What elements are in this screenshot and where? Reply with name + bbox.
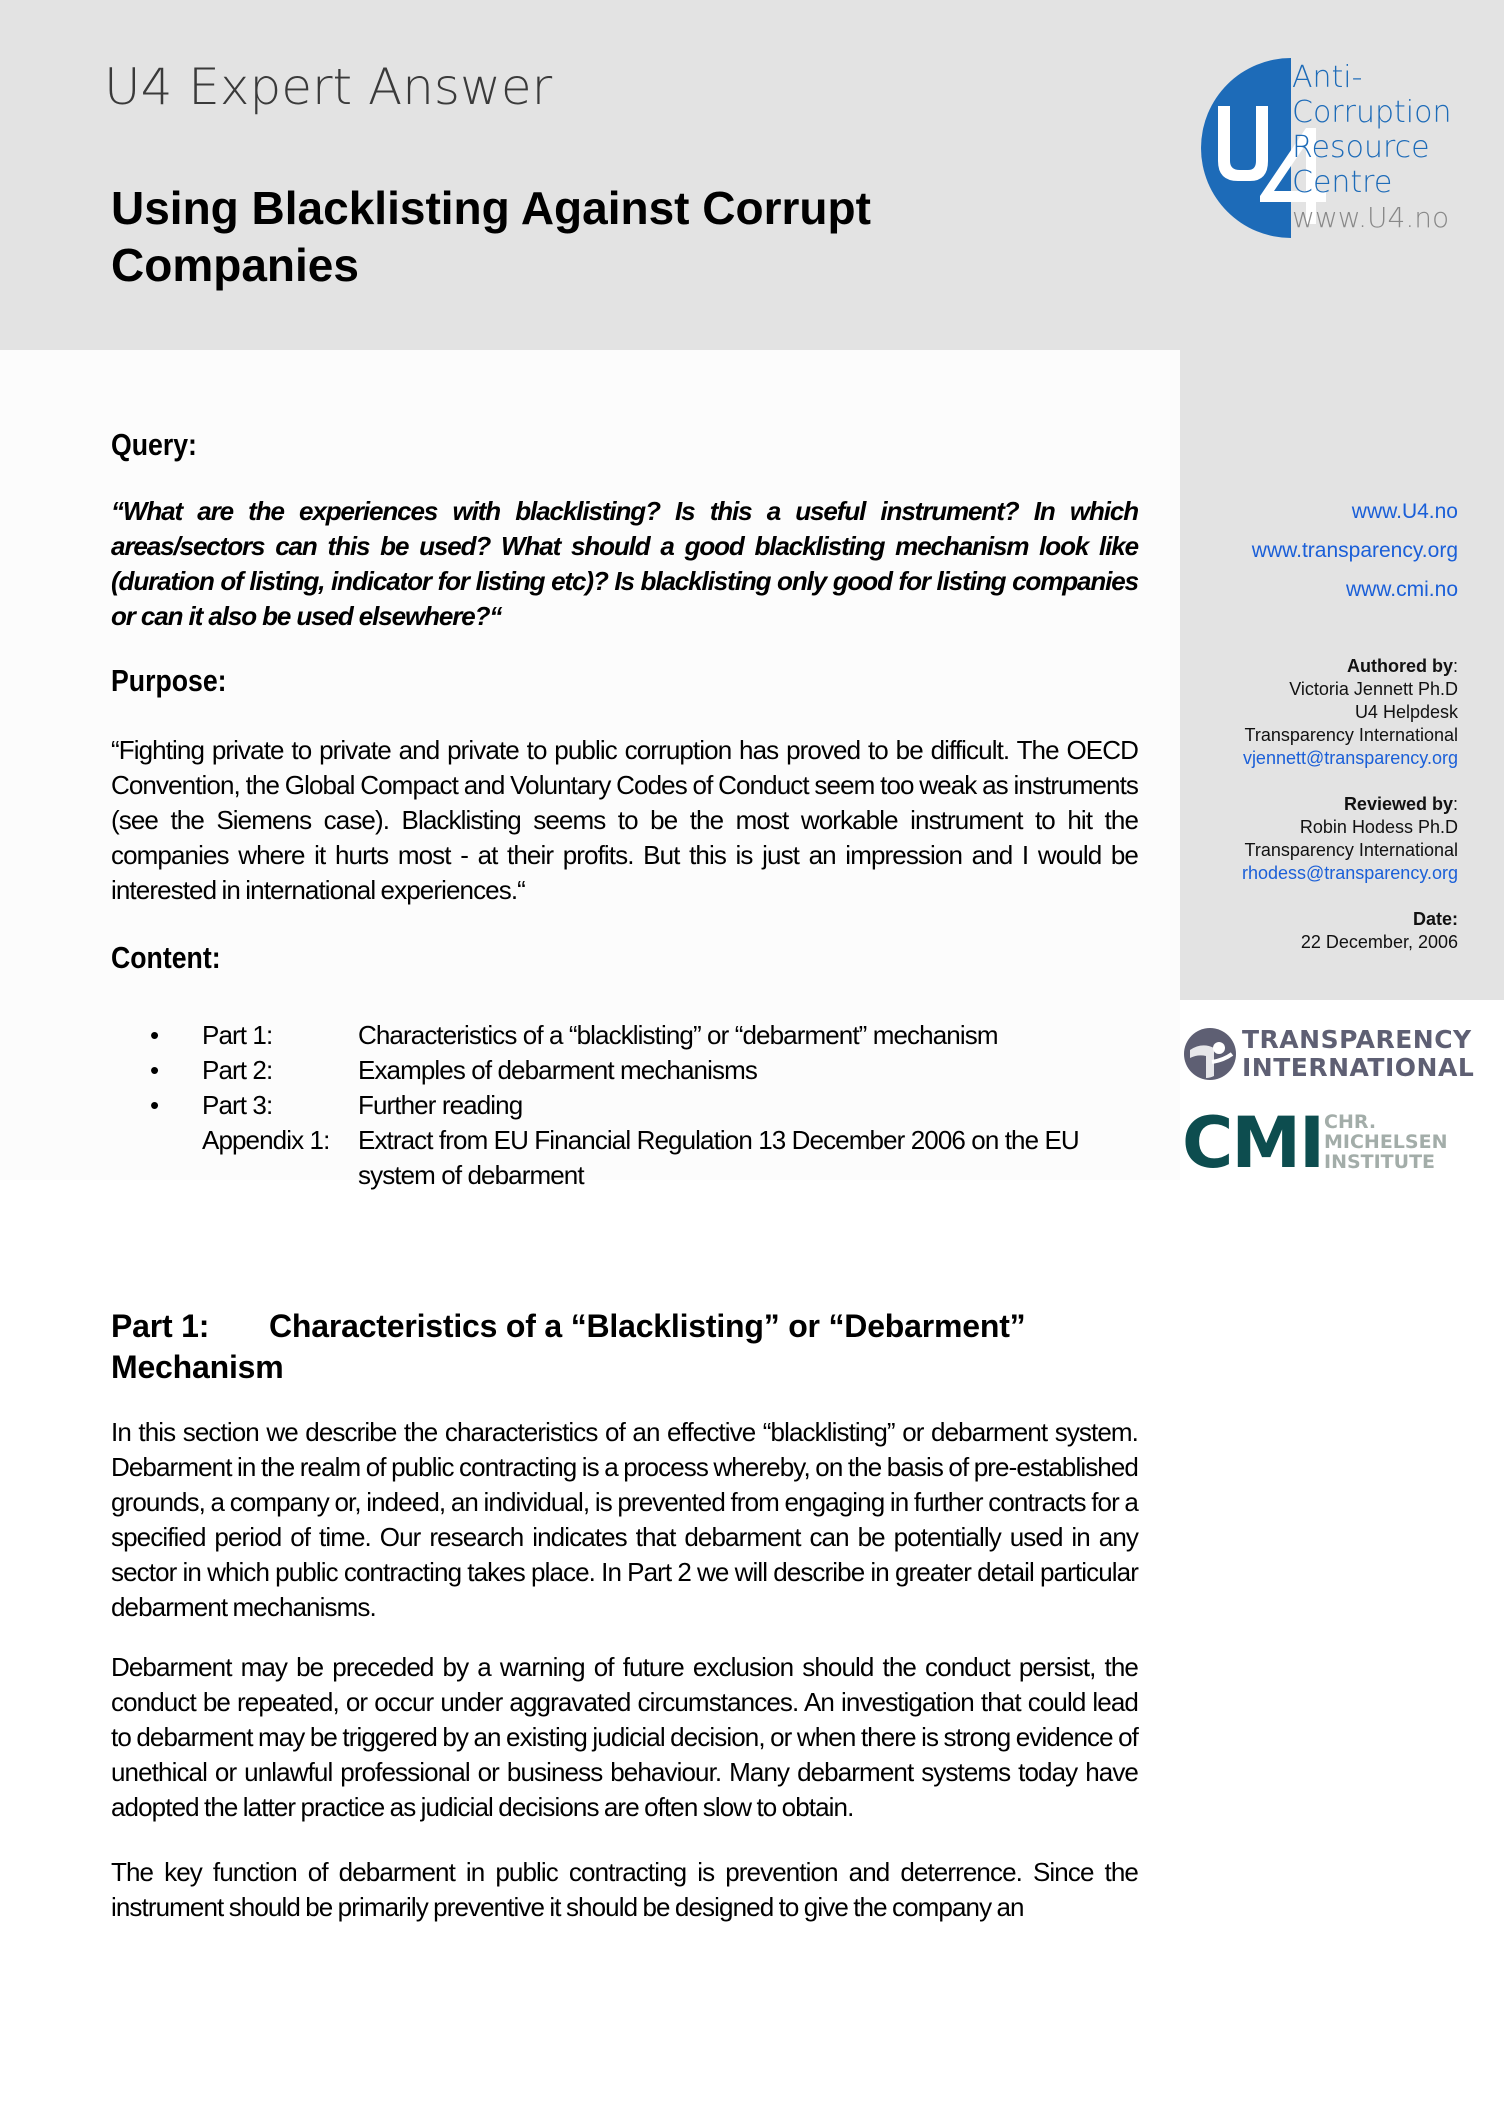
toc-text: Characteristics of a “blacklisting” or “debarment” mechanism	[358, 1020, 998, 1050]
toc-text: Extract from EU Financial Regulation 13 December 2006 on the EU system of debarment	[358, 1125, 1079, 1190]
series-title: U4 Expert Answer	[104, 58, 553, 116]
cmi-logo-line: MICHELSEN	[1324, 1131, 1448, 1153]
link-transparency[interactable]: www.transparency.org	[1251, 539, 1458, 562]
logo-line: Corruption	[1292, 95, 1452, 130]
table-of-contents	[150, 1018, 1118, 1193]
reviewed-label: Reviewed by	[1343, 794, 1453, 814]
part1-heading	[111, 1306, 1138, 1388]
part1-paragraph: Debarment may be preceded by a warning of future exclusion should the conduct persist, the conduct be repeated, or occur under aggravated circumstances. An investigation that could lead to debarment may be triggered by an existing judicial decision, or when there is strong evidence of unethical or unlawful professional or business behaviour. Many debarment systems today have adopted the latter practice as judicial decisions are often slow to obtain.	[111, 1652, 1138, 1822]
bullet: •	[150, 1020, 159, 1050]
transparency-international-logo-icon	[1182, 1026, 1238, 1082]
toc-item[interactable]	[150, 1053, 1118, 1088]
author-name: Victoria Jennett Ph.D	[1289, 679, 1458, 699]
purpose-heading: Purpose:	[111, 663, 227, 698]
credits: Authored by: Victoria Jennett Ph.D U4 Helpdesk Transparency International vjennett@transparency.org Reviewed by: Robin Hodess Ph.D Transparency International rhodess@transparency.org Date: 22 December, 2006	[1241, 656, 1458, 952]
link-u4[interactable]: www.U4.no	[1351, 500, 1458, 523]
ti-logo-line: TRANSPARENCY	[1242, 1025, 1472, 1054]
reviewer-email-link[interactable]: rhodess@transparency.org	[1241, 863, 1458, 883]
toc-label: Part 1:	[202, 1020, 273, 1050]
part1-number: Part 1:	[111, 1308, 210, 1344]
date-label: Date:	[1412, 909, 1458, 929]
reviewer-name: Robin Hodess Ph.D	[1299, 817, 1458, 837]
toc-label: Part 2:	[202, 1055, 273, 1085]
transparency-international-logo-text	[1242, 1026, 1474, 1082]
u4-logo-text	[1292, 60, 1452, 235]
query-heading: Query:	[111, 427, 197, 462]
author-org: U4 Helpdesk	[1354, 702, 1458, 722]
toc-label: Appendix 1:	[202, 1125, 330, 1155]
logo-line: Resource	[1292, 130, 1430, 165]
logo-url: www.U4.no	[1292, 201, 1450, 234]
date-value: 22 December, 2006	[1300, 932, 1458, 952]
bullet: •	[150, 1055, 159, 1085]
part1-paragraph: In this section we describe the characteristics of an effective “blacklisting” or debarment system. Debarment in the realm of public contracting is a process whereby, on the basis of pre-established grounds, a company or, indeed, an individual, is prevented from engaging in further contracts for a specified period of time. Our research indicates that debarment can be potentially used in any sector in which public contracting takes place. In Part 2 we will describe in greater detail particular debarment mechanisms.	[111, 1417, 1138, 1622]
part1-title: Characteristics of a “Blacklisting” or “Debarment” Mechanism	[111, 1308, 1026, 1385]
part1-paragraph: The key function of debarment in public contracting is prevention and deterrence. Since the instrument should be primarily preventive it should be designed to give the company an	[111, 1857, 1138, 1922]
author-email-link[interactable]: vjennett@transparency.org	[1242, 748, 1458, 768]
document-title	[111, 180, 1011, 294]
content-heading: Content:	[111, 940, 221, 975]
cmi-logo-line: INSTITUTE	[1324, 1151, 1436, 1173]
document-title-line-1: Using Blacklisting Against Corrupt	[111, 182, 871, 234]
toc-item[interactable]	[150, 1088, 1118, 1123]
toc-item[interactable]	[202, 1123, 1118, 1193]
toc-text: Further reading	[358, 1090, 523, 1120]
sidebar-links	[1252, 492, 1458, 609]
toc-label: Part 3:	[202, 1090, 273, 1120]
ti-logo-line: INTERNATIONAL	[1242, 1053, 1475, 1082]
toc-text: Examples of debarment mechanisms	[358, 1055, 757, 1085]
query-text: “What are the experiences with blacklisting? Is this a useful instrument? In which areas/sectors can this be used? What should a good blacklisting mechanism look like (duration of listing, indicator for listing etc)? Is blacklisting only good for listing companies or can it also be used elsewhere?“	[111, 496, 1138, 631]
cmi-logo-line: CHR.	[1324, 1111, 1377, 1133]
logo-line: Centre	[1292, 165, 1393, 200]
purpose-text: “Fighting private to private and private to public corruption has proved to be difficult. The OECD Convention, the Global Compact and Voluntary Codes of Conduct seem too weak as instruments (see the Siemens case). Blacklisting seems to be the most workable instrument to hit the companies where it hurts most - at their profits. But this is just an impression and I would be interested in international experiences.“	[111, 735, 1138, 905]
reviewer-org: Transparency International	[1244, 840, 1458, 860]
bullet: •	[150, 1090, 159, 1120]
author-org2: Transparency International	[1244, 725, 1458, 745]
cmi-logo-mark: CMI	[1182, 1102, 1324, 1184]
link-cmi[interactable]: www.cmi.no	[1345, 578, 1458, 601]
authored-label: Authored by	[1346, 656, 1453, 676]
document-title-line-2: Companies	[111, 239, 359, 291]
cmi-logo-text	[1324, 1112, 1447, 1172]
toc-item[interactable]	[150, 1018, 1118, 1053]
logo-line: Anti-	[1292, 60, 1363, 95]
